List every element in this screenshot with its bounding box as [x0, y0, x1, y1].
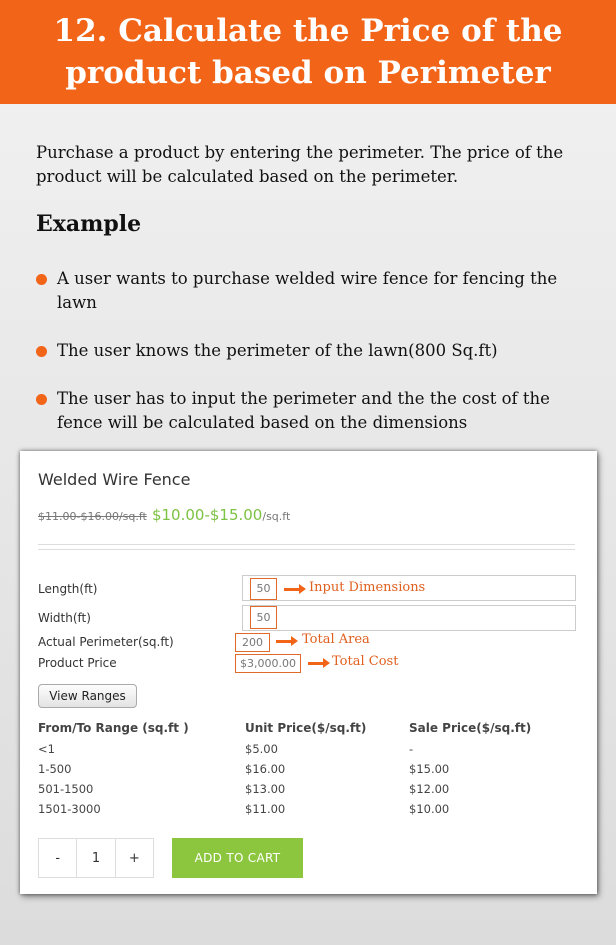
price-value: $3,000.00 — [235, 654, 301, 673]
table-header: Unit Price($/sq.ft) — [245, 721, 367, 735]
product-title: Welded Wire Fence — [38, 470, 191, 489]
perimeter-value: 200 — [235, 633, 270, 652]
list-item-text: The user knows the perimeter of the lawn(800 Sq.ft) — [57, 341, 498, 360]
annotation-total-cost: Total Cost — [332, 654, 399, 669]
divider — [38, 549, 575, 550]
sale-price-unit: /sq.ft — [262, 510, 291, 523]
divider — [38, 544, 575, 545]
list-item — [36, 339, 596, 363]
table-cell: <1 — [38, 742, 55, 756]
quantity-stepper — [38, 838, 154, 878]
list-item-text: The user has to input the perimeter and the the cost of the fence will be calculated based on the dimensions — [57, 389, 550, 432]
view-ranges-button[interactable]: View Ranges — [38, 684, 137, 708]
length-label: Length(ft) — [38, 582, 98, 596]
quantity-input[interactable]: 1 — [76, 839, 114, 877]
annotation-total-area: Total Area — [302, 632, 370, 647]
table-header: Sale Price($/sq.ft) — [409, 721, 532, 735]
product-price — [38, 505, 290, 524]
bullet-icon — [36, 394, 47, 405]
page-header — [0, 0, 616, 104]
intro-text: Purchase a product by entering the perimeter. The price of the product will be calculated based on the perimeter. — [36, 143, 564, 186]
arrow-icon — [284, 588, 300, 591]
width-label: Width(ft) — [38, 611, 91, 625]
example-list — [36, 267, 596, 459]
quantity-increase-button[interactable]: + — [115, 839, 153, 877]
width-input[interactable]: 50 — [250, 606, 277, 629]
list-item — [36, 387, 596, 435]
list-item-text: A user wants to purchase welded wire fence for fencing the lawn — [57, 269, 558, 312]
list-item — [36, 267, 596, 315]
add-to-cart-button[interactable]: ADD TO CART — [172, 838, 303, 878]
table-header: From/To Range (sq.ft ) — [38, 721, 189, 735]
table-cell: $15.00 — [409, 762, 450, 776]
example-heading: Example — [36, 211, 142, 237]
table-cell: $13.00 — [245, 782, 286, 796]
length-input[interactable]: 50 — [250, 578, 277, 600]
table-cell: 1-500 — [38, 762, 72, 776]
table-cell: $5.00 — [245, 742, 278, 756]
table-cell: $16.00 — [245, 762, 286, 776]
page-title: 12. Calculate the Price of the product based on Perimeter — [53, 13, 563, 91]
bullet-icon — [36, 346, 47, 357]
table-cell: - — [409, 742, 414, 756]
table-cell: $12.00 — [409, 782, 450, 796]
sale-price: $10.00-$15.00 — [151, 506, 263, 524]
table-cell: $10.00 — [409, 802, 450, 816]
perimeter-label: Actual Perimeter(sq.ft) — [38, 635, 174, 649]
price-label: Product Price — [38, 656, 117, 670]
width-field[interactable] — [242, 605, 576, 631]
table-cell: $11.00 — [245, 802, 286, 816]
table-cell: 1501-3000 — [38, 802, 101, 816]
product-screenshot-panel — [20, 451, 597, 894]
arrow-icon — [276, 640, 292, 643]
old-price: $11.00-$16.00 — [38, 510, 119, 523]
quantity-decrease-button[interactable]: - — [55, 850, 61, 866]
old-price-unit: /sq.ft — [118, 510, 147, 523]
annotation-input-dimensions: Input Dimensions — [309, 580, 426, 595]
table-cell: 501-1500 — [38, 782, 94, 796]
bullet-icon — [36, 274, 47, 285]
arrow-icon — [308, 662, 324, 665]
